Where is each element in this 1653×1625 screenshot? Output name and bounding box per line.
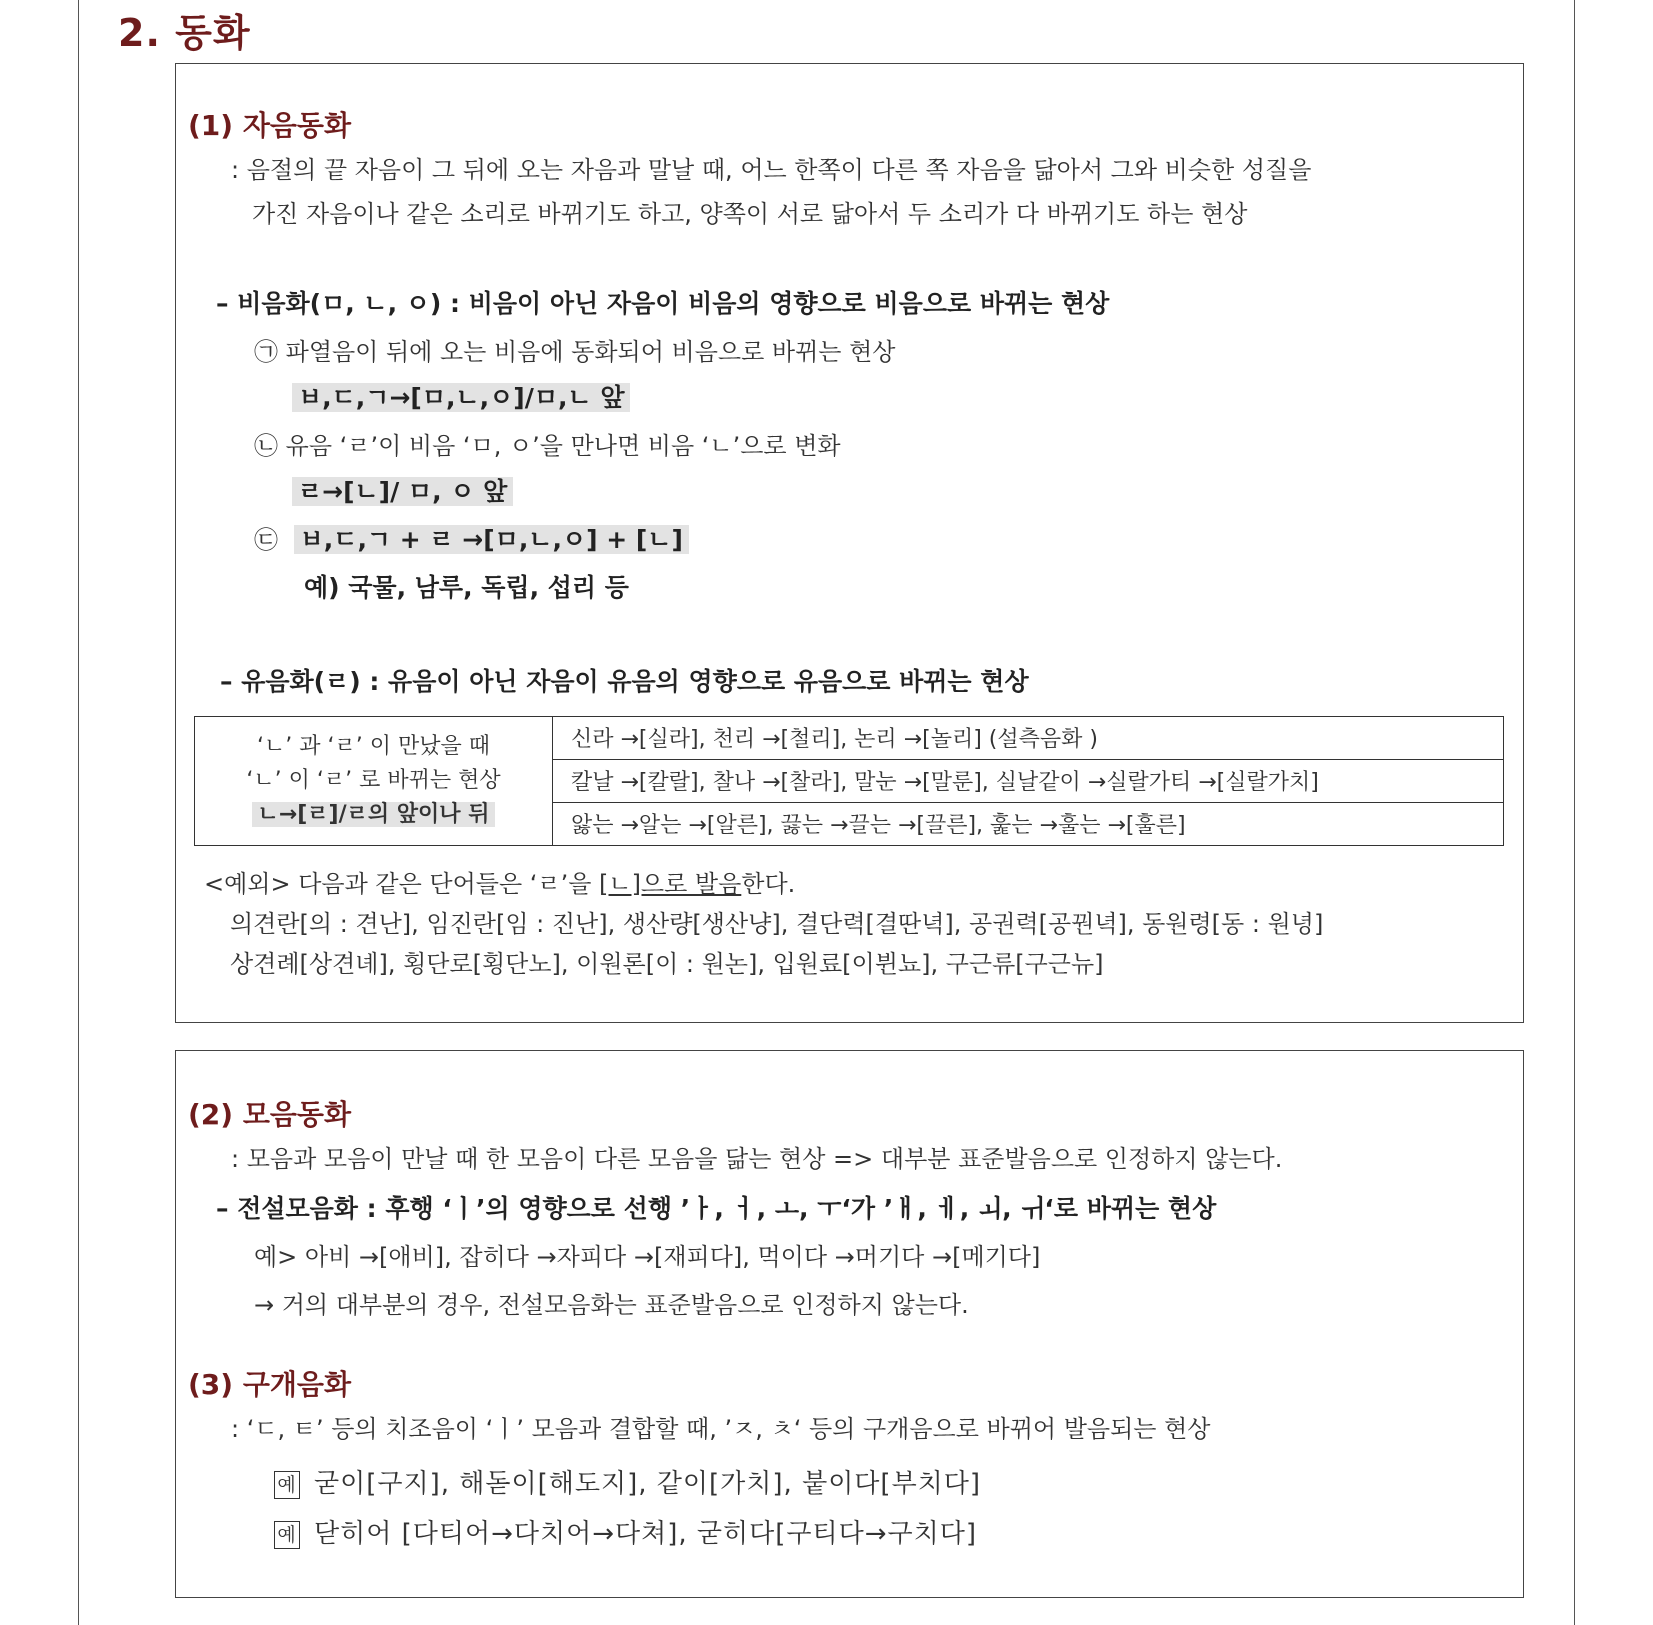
nasalization-example: 예) 국물, 남루, 독립, 섭리 등 [304,573,629,602]
palatal-example-2 [274,1513,977,1550]
front-vowel-note: → 거의 대부분의 경우, 전설모음화는 표준발음으로 인정하지 않는다. [254,1291,969,1319]
example-mark: 예 [274,1471,300,1499]
palatal-heading: (3) 구개음화 [188,1368,352,1401]
table-head-rule: ㄴ→[ㄹ]/ㄹ의 앞이나 뒤 [252,802,496,827]
exception-line2: 상견례[상견녜], 횡단로[횡단노], 이원론[이 : 원논], 입원료[이뷘뇨], 구근류[구근뉴] [230,950,1104,978]
liquidization-table-head [195,717,553,846]
exception-intro [204,864,795,899]
palatal-example-1-text: 굳이[구지], 해돋이[해도지], 같이[가치], 붙이다[부치다] [314,1469,982,1499]
nasalization-item-b: ㉡ 유음 ‘ㄹ’이 비음 ‘ㅁ, ㅇ’을 만나면 비음 ‘ㄴ’으로 변화 [254,432,841,460]
palatal-example-1 [274,1463,981,1500]
consonant-definition-line2: 가진 자음이나 같은 소리로 바뀌기도 하고, 양쪽이 서로 닮아서 두 소리가 다 바뀌기도 하는 현상 [252,200,1248,228]
palatal-example-2-text: 닫히어 [다티어→다치어→다쳐], 굳히다[구티다→구치다] [314,1519,978,1549]
vowel-palatal-box [175,1050,1524,1598]
palatal-definition: : ‘ㄷ, ㅌ’ 등의 치조음이 ‘ㅣ’ 모음과 결합할 때, ’ㅈ, ㅊ‘ 등의 구개음으로 바뀌어 발음되는 현상 [231,1415,1211,1443]
nasalization-item-c-label: ㉢ [254,526,278,554]
vowel-definition: : 모음과 모음이 만날 때 한 모음이 다른 모음을 닮는 현상 => 대부분 표준발음으로 인정하지 않는다. [231,1145,1283,1173]
vowel-heading: (2) 모음동화 [188,1098,352,1131]
front-vowel-example: 예> 아비 →[애비], 잡히다 →자피다 →[재피다], 먹이다 →머기다 →[메기다] [254,1243,1041,1271]
exception-line1: 의견란[의 : 견난], 임진란[임 : 진난], 생산량[생산냥], 결단력[결딴녁], 공권력[공꿘녁], 동원령[동 : 원녕] [230,910,1324,938]
table-cell: 칼날 →[칼랄], 찰나 →[찰라], 말눈 →[말룬], 실날같이 →실랄가티 →[실랄가치] [553,759,1504,802]
exception-intro-pre: <예외> 다음과 같은 단어들은 ‘ㄹ’을 [204,870,600,898]
consonant-heading: (1) 자음동화 [188,109,352,142]
table-head-line2: ‘ㄴ’ 이 ‘ㄹ’ 로 바뀌는 현상 [246,768,501,793]
table-cell: 신라 →[실라], 천리 →[철리], 논리 →[놀리] (설측음화 ) [553,717,1504,760]
section-title: 2. 동화 [118,11,251,55]
exception-intro-post: 한다. [741,870,796,898]
table-row [195,717,1504,760]
nasalization-item-a: ㉠ 파열음이 뒤에 오는 비음에 동화되어 비음으로 바뀌는 현상 [254,338,896,366]
nasalization-heading: – 비음화(ㅁ, ㄴ, ㅇ) : 비음이 아닌 자음이 비음의 영향으로 비음으로 바뀌는 현상 [216,289,1110,318]
page-border-left [78,0,79,1625]
nasalization-rule-a: ㅂ,ㄷ,ㄱ→[ㅁ,ㄴ,ㅇ]/ㅁ,ㄴ 앞 [292,383,630,412]
consonant-definition-line1: : 음절의 끝 자음이 그 뒤에 오는 자음과 말날 때, 어느 한쪽이 다른 쪽 자음을 닮아서 그와 비슷한 성질을 [231,156,1312,184]
nasalization-rule-b: ㄹ→[ㄴ]/ ㅁ, ㅇ 앞 [292,477,513,506]
page-border-right [1574,0,1575,1625]
exception-intro-underlined: [ㄴ]으로 발음 [599,870,742,898]
liquidization-heading: – 유음화(ㄹ) : 유음이 아닌 자음이 유음의 영향으로 유음으로 바뀌는 현상 [220,667,1029,696]
table-head-line1: ‘ㄴ’ 과 ‘ㄹ’ 이 만났을 때 [257,734,490,759]
example-mark: 예 [274,1521,300,1549]
table-cell: 앓는 →알는 →[알른], 끓는 →끌는 →[끌른], 훑는 →훌는 →[훌른] [553,802,1504,845]
nasalization-rule-c: ㅂ,ㄷ,ㄱ + ㄹ →[ㅁ,ㄴ,ㅇ] + [ㄴ] [294,525,689,554]
liquidization-table [194,716,1504,846]
consonant-assimilation-box [175,63,1524,1023]
front-vowel-heading: – 전설모음화 : 후행 ‘ㅣ’의 영향으로 선행 ’ㅏ, ㅓ, ㅗ, ㅜ‘가 ’ㅐ, ㅔ, ㅚ, ㅟ‘로 바뀌는 현상 [216,1194,1217,1223]
